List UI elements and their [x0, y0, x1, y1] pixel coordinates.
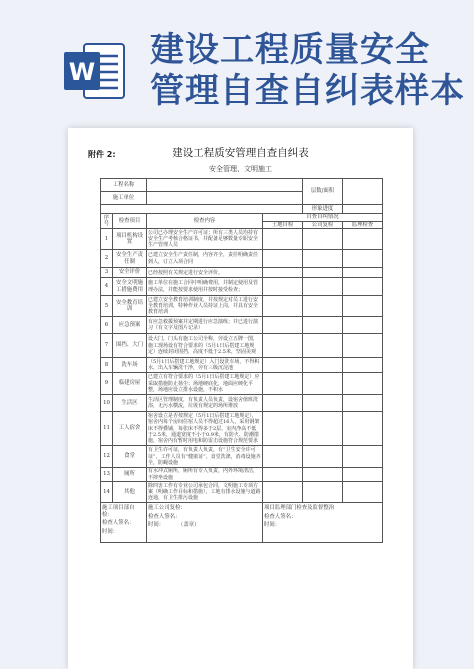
table-row [101, 250, 383, 268]
row-number: 13 [101, 468, 113, 482]
row-content: 宿舍设立是否按规定（5月1日后搭建工地规定），宿舍内每个房间住宿人员不得超过16人，采用钢架床不得叠铺，每张床不得多于2层，室内净高不低于2.5米，通道宽度不小于0.9米，有防火、防潮措施，宿舍内有暂时用电和防雷击设施符合规范要求 [147, 412, 263, 446]
row-status-unit[interactable] [263, 446, 303, 468]
self-check-signer[interactable]: 检查人签名： [102, 520, 135, 527]
row-status-company[interactable] [303, 482, 343, 503]
row-content: 除四害工作有专业公司承包合同，文明施工专项方案（明确工作目标和措施），工地有排水设施与道路连通，有卫生排污设施 [148, 482, 261, 502]
row-item: 应急预案 [113, 317, 147, 334]
row-status-company[interactable] [303, 278, 343, 296]
supervision-check-label: 项目监理部门检查及监督整治 [264, 505, 335, 512]
row-item: 食堂 [113, 446, 147, 468]
col-item-header: 检查项目 [113, 214, 147, 229]
banner-title-line2: 管理自查自纠表样本 [150, 71, 465, 111]
company-check-signer[interactable]: 检查人签名： [148, 513, 181, 520]
row-number: 1 [101, 229, 113, 250]
table-row [101, 395, 383, 412]
row-number: 14 [101, 482, 113, 503]
progress-spacer [101, 205, 303, 214]
row-item: 安全文明施工措施费用 [113, 278, 147, 296]
row-content: 有卫生许可证，有负责人负责，有“卫生安全许可证”，工作人员有“健康证”，食堂洗涤，消毒设施齐全，防蝇设施 [148, 447, 261, 466]
document-page [68, 128, 413, 669]
row-status-company[interactable] [303, 358, 343, 373]
row-status-unit[interactable] [263, 334, 303, 358]
floors-area-value[interactable] [343, 179, 383, 205]
progress-label: 形象进度 [303, 205, 343, 214]
row-number: 9 [101, 373, 113, 395]
banner [0, 0, 474, 118]
row-item: 其他 [113, 482, 147, 503]
row-status-unit[interactable] [263, 296, 303, 317]
row-status-company[interactable] [303, 268, 343, 278]
seal-label: （盖章） [177, 522, 200, 529]
row-status-unit[interactable] [263, 468, 303, 482]
row-status-supervision[interactable] [343, 334, 383, 358]
banner-title [150, 30, 465, 112]
supervision-check-time[interactable]: 时间： [264, 522, 281, 529]
row-item: 围挡、大门 [113, 334, 147, 358]
row-content: 公司已办理安全生产许可证；所有三类人员均持有安全生产考核合格证书，并配备足够数量专职安全生产管理人员 [147, 229, 263, 250]
table-row [101, 278, 383, 296]
row-item: 安全评价 [113, 268, 147, 278]
row-item: 洗车场 [113, 358, 147, 373]
row-content: 生活区管理制度，有负责人员负责，设宿舍值班洗浴，无污水横流，垃圾有规定的场所堆放 [147, 395, 263, 412]
row-content: 已建立安全教育培训制度，并按规定对员工进行安全教育培训，特种作业人员持证上岗，并具有安全教育培训 [147, 296, 263, 317]
row-number: 11 [101, 412, 113, 446]
company-check-label: 施工公司复检： [148, 505, 186, 512]
row-status-supervision[interactable] [343, 229, 383, 250]
document-title: 建设工程质安管理自查自纠表 [172, 147, 309, 159]
row-status-company[interactable] [303, 334, 343, 358]
row-status-company[interactable] [303, 412, 343, 446]
banner-title-line1: 建设工程质量安全 [150, 30, 430, 70]
row-number: 12 [101, 446, 113, 468]
row-number: 4 [101, 278, 113, 296]
word-logo-letter: W [68, 58, 96, 86]
self-check-cell [101, 503, 147, 543]
row-status-company[interactable] [303, 395, 343, 412]
row-number: 3 [101, 268, 113, 278]
floors-area-label: 层数/面积 [303, 179, 343, 205]
row-item: 安全生产责任制 [113, 250, 147, 268]
progress-value[interactable] [343, 205, 383, 214]
row-status-unit[interactable] [263, 278, 303, 296]
company-check-cell [147, 503, 263, 543]
row-status-unit[interactable] [263, 229, 303, 250]
col-status-supervision-header: 监理检查 [343, 221, 383, 229]
row-status-supervision[interactable] [343, 446, 383, 468]
project-name-row [101, 179, 383, 192]
col-content-header: 检查内容 [147, 214, 263, 229]
row-status-unit[interactable] [263, 482, 303, 503]
row-content: 已建立安全生产责任制，内容齐全，责任明确责任到人，订立入项合同 [147, 250, 263, 268]
row-item: 生活区 [113, 395, 147, 412]
table-row [101, 317, 383, 334]
annex-label: 附件 2: [88, 150, 116, 159]
col-seq-header: 序号 [101, 214, 113, 229]
row-status-unit[interactable] [263, 317, 303, 334]
company-check-time-row [148, 522, 261, 529]
footer-row [101, 503, 383, 543]
row-item: 项目机构设置 [113, 229, 147, 250]
project-name-label: 工程名称 [101, 179, 147, 192]
row-status-company[interactable] [303, 446, 343, 468]
row-item: 安全教育培训 [113, 296, 147, 317]
self-check-time[interactable]: 时间： [102, 528, 119, 535]
row-content: （5月1日后搭建工地规定）入门设洗车场，不得积水，出入车辆洗干净，旁有三级沉淀池 [147, 358, 263, 373]
document-subtitle: 安全管理、文明施工 [209, 165, 272, 173]
progress-row [101, 205, 383, 214]
row-number: 6 [101, 317, 113, 334]
supervision-check-cell [263, 503, 383, 543]
row-status-supervision[interactable] [343, 278, 383, 296]
inspection-table [100, 178, 383, 543]
row-status-supervision[interactable] [343, 268, 383, 278]
row-status-unit[interactable] [263, 250, 303, 268]
table-row [101, 229, 383, 250]
row-status-supervision[interactable] [343, 358, 383, 373]
row-number: 8 [101, 358, 113, 373]
row-number: 10 [101, 395, 113, 412]
table-row [101, 268, 383, 278]
row-item: 工人宿舍 [113, 412, 147, 446]
row-status-unit[interactable] [263, 373, 303, 395]
row-status-company[interactable] [303, 229, 343, 250]
self-check-label: 施工项目部自检： [102, 505, 135, 518]
row-status-company[interactable] [303, 296, 343, 317]
row-status-supervision[interactable] [343, 395, 383, 412]
row-status-unit[interactable] [263, 395, 303, 412]
row-status-supervision[interactable] [343, 412, 383, 446]
row-item: 厕所 [113, 468, 147, 482]
col-status-group-header: 自查自纠情况 [263, 214, 383, 222]
header-row-1 [101, 214, 383, 222]
row-status-supervision[interactable] [343, 250, 383, 268]
row-status-unit[interactable] [263, 412, 303, 446]
table-row [101, 334, 383, 358]
row-status-company[interactable] [303, 317, 343, 334]
col-status-unit-header: 土地自检 [263, 221, 303, 229]
row-status-supervision[interactable] [343, 317, 383, 334]
row-content: 有应急救援预案并定期进行应急演练；并已进行演习（有文字及图片记录） [147, 317, 263, 334]
row-status-supervision[interactable] [343, 468, 383, 482]
table-row [101, 373, 383, 395]
row-status-supervision[interactable] [343, 373, 383, 395]
row-status-unit[interactable] [263, 268, 303, 278]
row-status-company[interactable] [303, 373, 343, 395]
table-row [101, 296, 383, 317]
row-status-unit[interactable] [263, 358, 303, 373]
row-number: 5 [101, 296, 113, 317]
row-content: 设大门，门头有施工公司全称，旁设立五牌一图，施工现场设有符合要求的（5月1日后搭建工地规定）连续封闭围挡，高度不低于2.5米，坚固美观 [147, 334, 263, 358]
row-status-company[interactable] [303, 468, 343, 482]
construction-unit-label: 施工单位 [101, 192, 147, 205]
table-row [101, 358, 383, 373]
company-check-time[interactable]: 时间： [148, 522, 165, 529]
table-row [101, 482, 383, 503]
word-document-icon [62, 38, 126, 104]
col-status-company-header: 公司复检 [303, 221, 343, 229]
construction-unit-value[interactable] [147, 192, 303, 205]
row-content: 已建立有符合要求的（5月1日后搭建工地规定）应采取措施防止扬尘；场地硬底化，地面应硬化平整，场地应设立排水设施，不积水 [147, 373, 263, 395]
row-content: 已经按照有关规定进行安全评价。 [147, 268, 263, 278]
row-status-supervision[interactable] [343, 482, 383, 503]
row-number: 2 [101, 250, 113, 268]
row-status-company[interactable] [303, 250, 343, 268]
supervision-check-signer[interactable]: 检查人签名： [264, 513, 297, 520]
project-name-value[interactable] [147, 179, 303, 192]
row-status-supervision[interactable] [343, 296, 383, 317]
row-content: 有水冲式厕所，厕所有专人负责，内外环境清洁，不摔坐设施 [147, 468, 263, 482]
table-row [101, 412, 383, 446]
row-item: 临建房屋 [113, 373, 147, 395]
row-number: 7 [101, 334, 113, 358]
table-row [101, 446, 383, 468]
table-row [101, 468, 383, 482]
row-content: 施工单位在施工合同中明确费用，并制定使用及管理办法，并能按要求使用并按时接受检查； [147, 278, 263, 296]
